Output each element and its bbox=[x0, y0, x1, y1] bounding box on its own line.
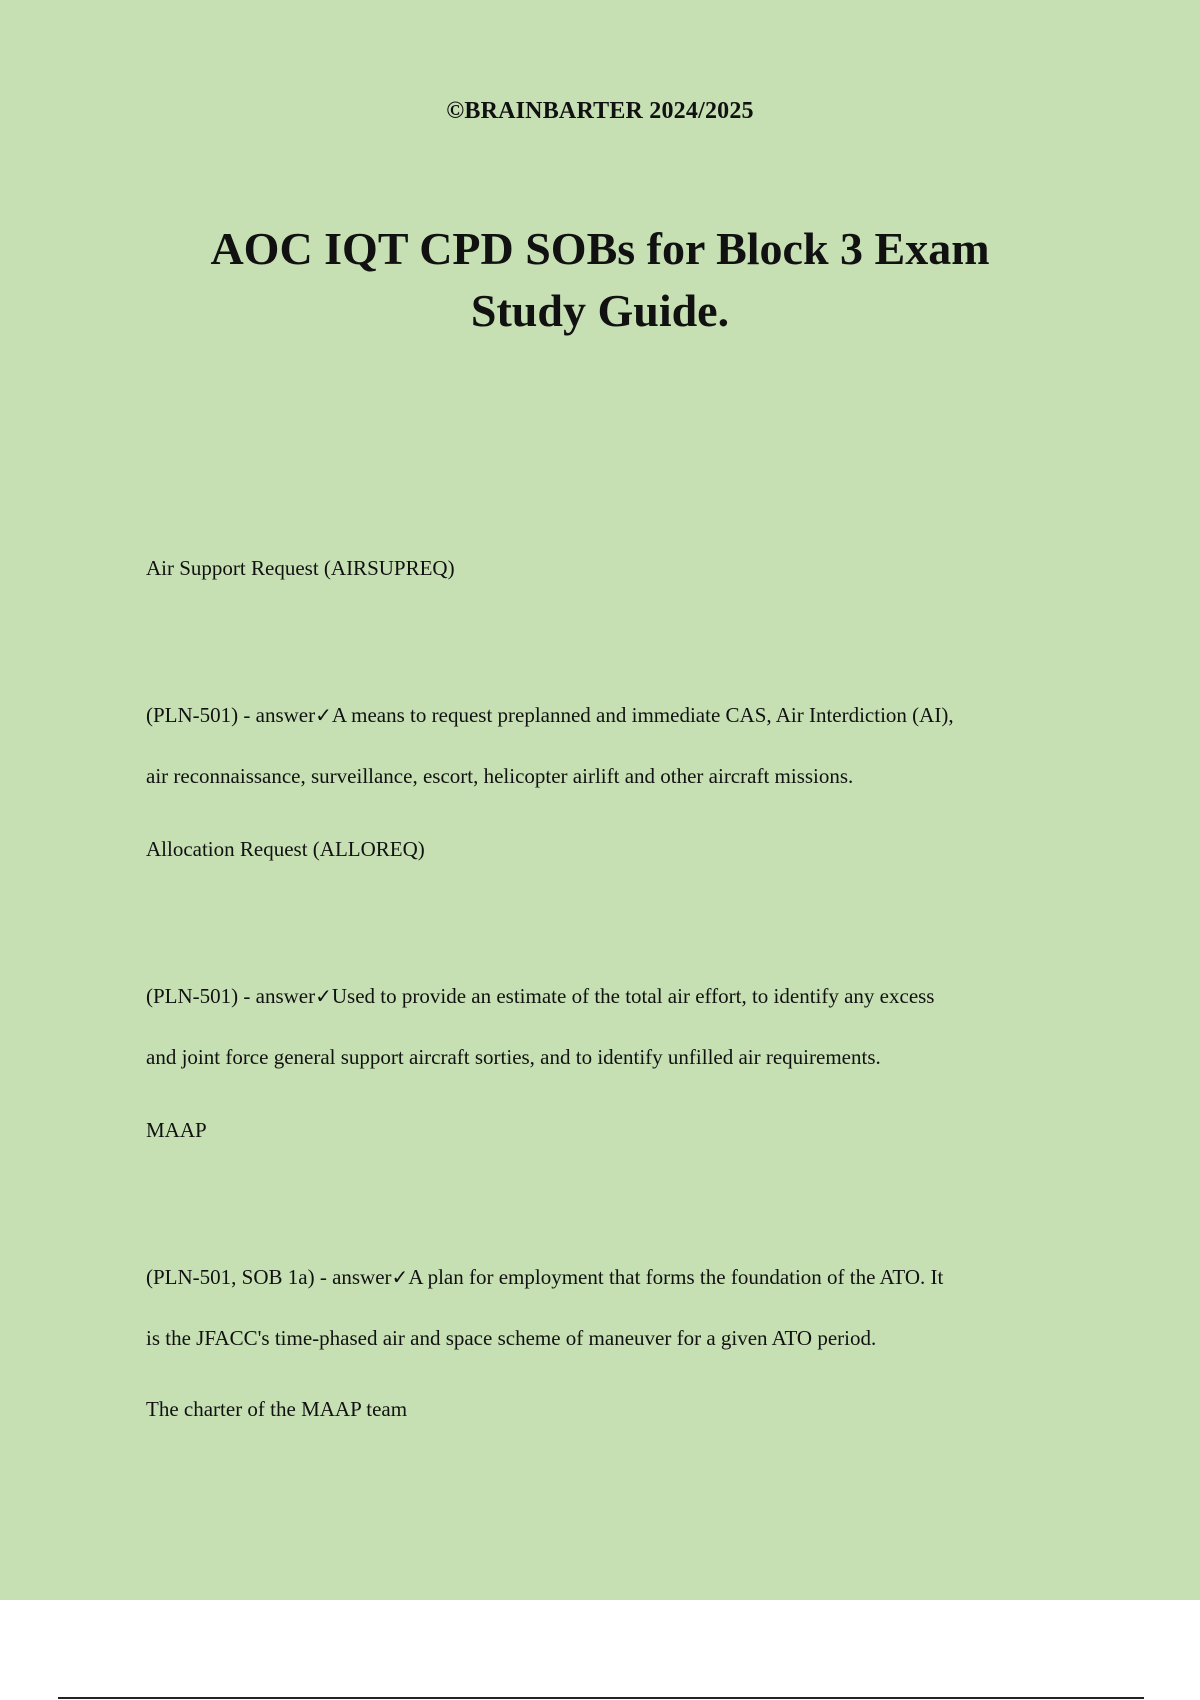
checkmark-icon: ✓ bbox=[315, 703, 332, 727]
answer-2-line-1 bbox=[146, 984, 934, 1009]
checkmark-icon: ✓ bbox=[391, 1265, 409, 1289]
answer-2-ref: (PLN-501) - answer bbox=[146, 984, 316, 1008]
term-1: Air Support Request (AIRSUPREQ) bbox=[146, 556, 455, 580]
copyright-header: ©BRAINBARTER 2024/2025 bbox=[446, 98, 754, 124]
answer-1-text: A means to request preplanned and immediate CAS, Air Interdiction (AI), bbox=[331, 703, 954, 727]
answer-2-text: Used to provide an estimate of the total air effort, to identify any excess bbox=[331, 984, 935, 1008]
checkmark-icon: ✓ bbox=[315, 984, 332, 1008]
answer-1-line-1 bbox=[146, 703, 954, 728]
answer-2-line-2: and joint force general support aircraft sorties, and to identify unfilled air requirements. bbox=[146, 1045, 881, 1069]
title-line-2: Study Guide. bbox=[470, 285, 730, 336]
title-line-1: AOC IQT CPD SOBs for Block 3 Exam bbox=[210, 223, 990, 274]
answer-3-ref: (PLN-501, SOB 1a) - answer bbox=[146, 1265, 392, 1289]
answer-3-line-2: is the JFACC's time-phased air and space scheme of maneuver for a given ATO period. bbox=[146, 1326, 877, 1350]
answer-3-text: A plan for employment that forms the foundation of the ATO. It bbox=[408, 1265, 944, 1289]
page-title bbox=[100, 218, 1100, 342]
term-2: Allocation Request (ALLOREQ) bbox=[146, 837, 425, 861]
term-3: MAAP bbox=[146, 1118, 207, 1142]
term-4: The charter of the MAAP team bbox=[146, 1397, 408, 1421]
answer-3-line-1 bbox=[146, 1265, 943, 1290]
answer-1-line-2: air reconnaissance, surveillance, escort, helicopter airlift and other aircraft missions. bbox=[146, 764, 854, 788]
answer-1-ref: (PLN-501) - answer bbox=[146, 703, 316, 727]
page-divider bbox=[58, 1697, 1144, 1699]
